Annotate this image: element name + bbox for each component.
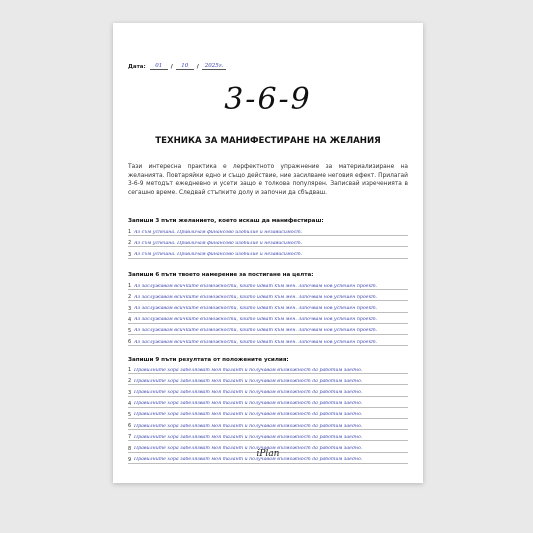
row-text: Аз заслужавам всичките възможности, които идват към мен. Започвам нов успешен проект. [134, 339, 378, 345]
row-text: Правилните хора забелязват моя талант и получавам възможност да работим заедно. [134, 378, 363, 384]
row-number: 6 [128, 339, 132, 346]
row-text: Правилните хора забелязват моя талант и получавам възможност да работим заедно. [134, 412, 363, 418]
row-number: 8 [128, 445, 132, 452]
list-item [128, 290, 408, 301]
list-3x [128, 225, 408, 259]
row-text: Правилните хора забелязват моя талант и получавам възможност да работим заедно. [134, 423, 363, 429]
section-heading-9x: Запиши 9 пъти резултата от положените усилия: [128, 357, 289, 363]
row-number: 4 [128, 400, 132, 407]
page-title: 3-6-9 [224, 82, 312, 117]
list-item [128, 247, 408, 258]
row-number: 5 [128, 327, 132, 334]
section-heading-3x: Запиши 3 пъти желанието, което искаш да манифестираш: [128, 218, 324, 224]
date-separator: / [196, 64, 199, 70]
list-item [128, 385, 408, 396]
row-number: 3 [128, 389, 132, 396]
list-item [128, 225, 408, 236]
row-number: 1 [128, 283, 132, 290]
row-text: Правилните хора забелязват моя талант и получавам възможност да работим заедно. [134, 367, 363, 373]
row-number: 1 [128, 229, 132, 236]
list-item [128, 363, 408, 374]
page-subtitle: ТЕХНИКА ЗА МАНИФЕСТИРАНЕ НА ЖЕЛАНИЯ [155, 136, 381, 146]
row-number: 3 [128, 305, 132, 312]
section-heading-6x: Запиши 6 пъти твоето намерение за постигане на целта: [128, 272, 314, 278]
row-text: Аз съм успешна. Привличам финансово изобилие и независимост. [134, 252, 303, 258]
row-text: Аз заслужавам всичките възможности, които идват към мен. Започвам нов успешен проект. [134, 306, 378, 312]
date-month: 10 [176, 63, 194, 70]
date-year: 2025г. [202, 63, 227, 70]
row-number: 1 [128, 367, 132, 374]
row-number: 4 [128, 316, 132, 323]
list-item [128, 236, 408, 247]
intro-paragraph: Тази интересна практика е лерфектното упражнение за материализиране на желанията. Повтаряйки едно и също действие, ние засилваме неговия ефект. Прилагай 3-6-9 методът ежедневно и усети защо е толкова популярен. Записвай изреченията в сегашно време. Следвай стъпките долу и започни да сбъдваш. [128, 164, 408, 196]
brand-logo: iPlan [256, 449, 280, 459]
row-text: Аз съм успешна. Привличам финансово изобилие и независимост. [134, 240, 303, 246]
date-day: 01 [150, 63, 168, 70]
list-item [128, 279, 408, 290]
worksheet-page [113, 23, 423, 483]
list-item [128, 301, 408, 312]
row-number: 2 [128, 294, 132, 301]
date-label: Дата: [128, 64, 146, 70]
row-text: Аз заслужавам всичките възможности, които идват към мен. Започвам нов успешен проект. [134, 294, 378, 300]
list-item [128, 374, 408, 385]
row-text: Аз заслужавам всичките възможности, които идват към мен. Започвам нов успешен проект. [134, 317, 378, 323]
row-number: 9 [128, 456, 132, 463]
row-text: Аз заслужавам всичките възможности, които идват към мен. Започвам нов успешен проект. [134, 328, 378, 334]
row-number: 7 [128, 434, 132, 441]
list-item [128, 313, 408, 324]
list-item [128, 408, 408, 419]
row-number: 6 [128, 423, 132, 430]
list-item [128, 324, 408, 335]
row-number: 2 [128, 378, 132, 385]
date-field [128, 63, 226, 70]
list-item [128, 419, 408, 430]
list-6x [128, 279, 408, 346]
row-text: Правилните хора забелязват моя талант и получавам възможност да работим заедно. [134, 390, 363, 396]
list-item [128, 397, 408, 408]
row-text: Правилните хора забелязват моя талант и получавам възможност да работим заедно. [134, 457, 363, 463]
row-text: Правилните хора забелязват моя талант и получавам възможност да работим заедно. [134, 446, 363, 451]
row-text: Правилните хора забелязват моя талант и получавам възможност да работим заедно. [134, 434, 363, 440]
list-item [128, 335, 408, 346]
row-text: Правилните хора забелязват моя талант и получавам възможност да работим заедно. [134, 401, 363, 407]
list-item [128, 430, 408, 441]
row-number: 5 [128, 411, 132, 418]
row-number: 3 [128, 251, 132, 258]
row-number: 2 [128, 240, 132, 247]
date-separator: / [170, 64, 173, 70]
row-text: Аз съм успешна. Привличам финансово изобилие и независимост. [134, 229, 303, 235]
row-text: Аз заслужавам всичките възможности, които идват към мен. Започвам нов успешен проект. [134, 283, 378, 289]
